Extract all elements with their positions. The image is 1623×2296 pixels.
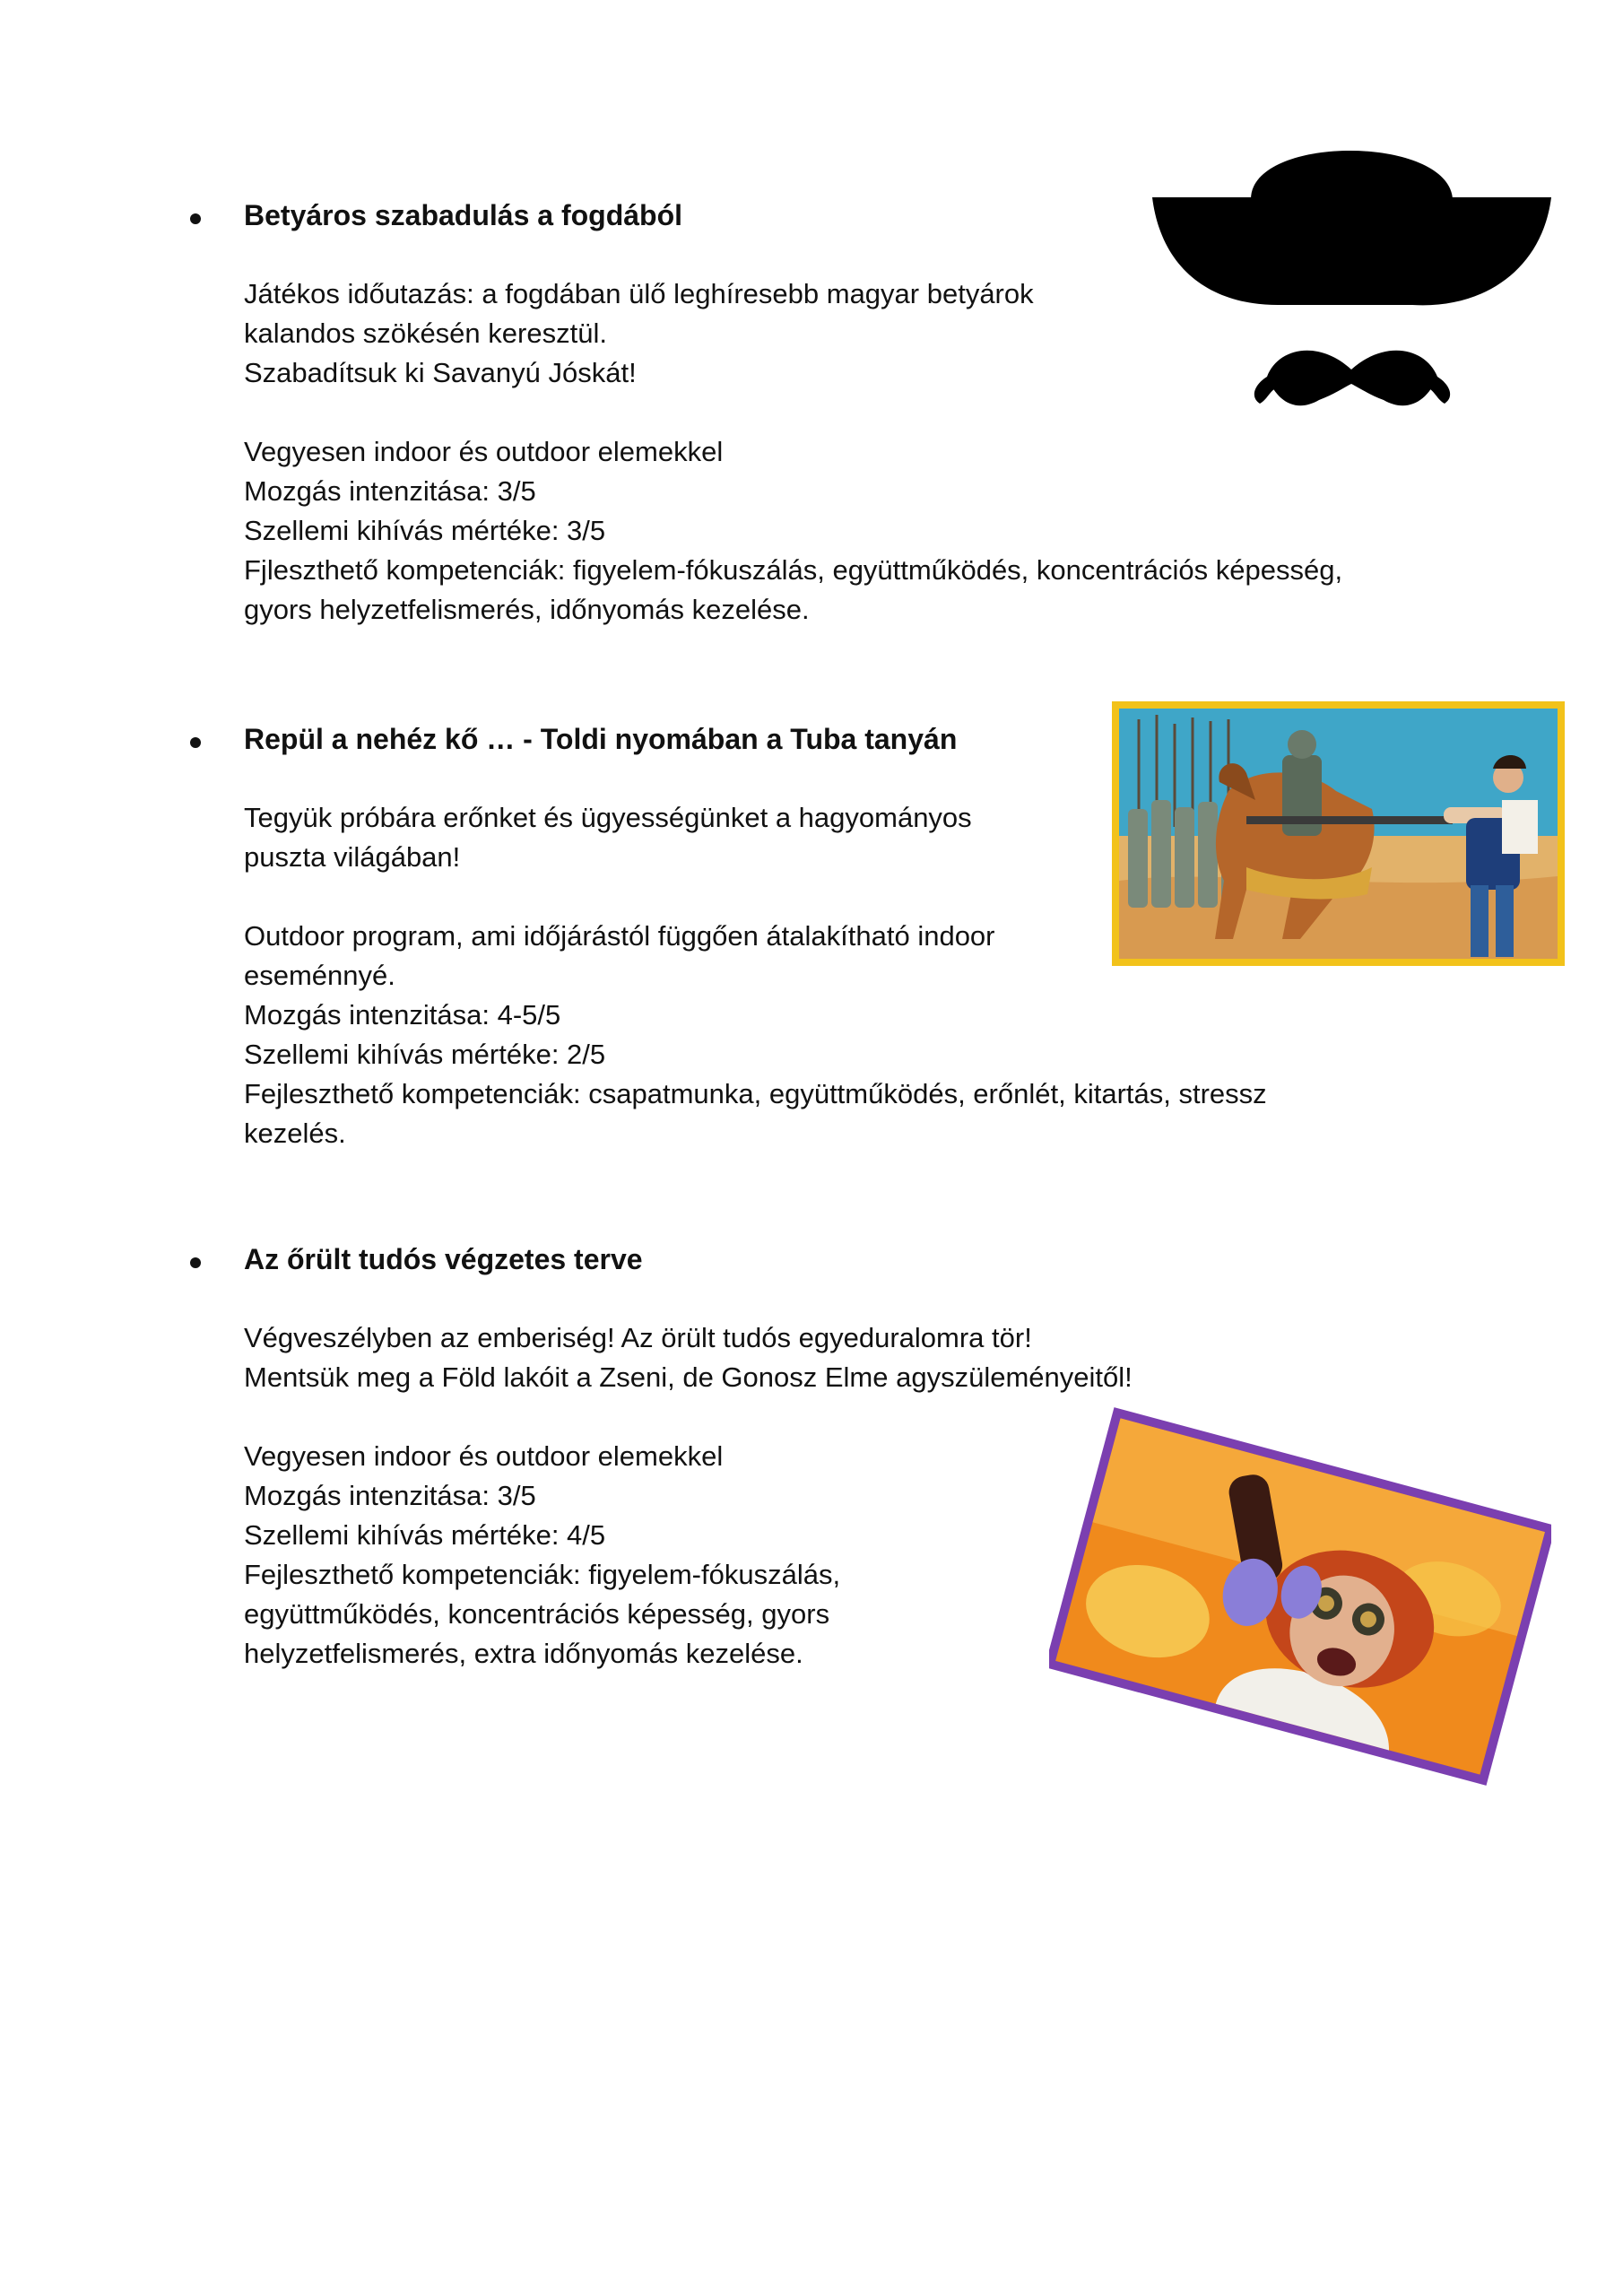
format-line: Vegyesen indoor és outdoor elemekkel <box>244 1440 724 1472</box>
challenge-line: Szellemi kihívás mértéke: 3/5 <box>244 515 606 546</box>
format-line: eseménnyé. <box>244 960 395 991</box>
challenge-line: Szellemi kihívás mértéke: 2/5 <box>244 1039 606 1070</box>
competencies-line: Fejleszthető kompetenciák: csapatmunka, együttműködés, erőnlét, kitartás, stressz <box>244 1078 1267 1109</box>
intensity-line: Mozgás intenzitása: 3/5 <box>244 475 536 507</box>
section-title: Betyáros szabadulás a fogdából <box>244 199 683 231</box>
description-line: puszta világában! <box>244 841 461 873</box>
description-line: kalandos szökésén keresztül. <box>244 317 607 349</box>
bullet-icon <box>190 213 201 224</box>
competencies-line: együttműködés, koncentrációs képesség, gyors <box>244 1598 830 1630</box>
competencies-line: kezelés. <box>244 1118 346 1149</box>
toldi-illustration <box>1112 701 1565 966</box>
competencies-line: Fjleszthető kompetenciák: figyelem-fókuszálás, együttműködés, koncentrációs képesség, <box>244 554 1343 586</box>
description-line: Játékos időutazás: a fogdában ülő leghíresebb magyar betyárok <box>244 278 1034 309</box>
competencies-line: gyors helyzetfelismerés, időnyomás kezelése. <box>244 594 810 625</box>
format-line: Outdoor program, ami időjárástól függően átalakítható indoor <box>244 920 995 952</box>
section-title: Repül a nehéz kő … - Toldi nyomában a Tuba tanyán <box>244 723 958 755</box>
competencies-line: Fejleszthető kompetenciák: figyelem-fókuszálás, <box>244 1559 841 1590</box>
bullet-icon <box>190 1257 201 1268</box>
description-line: Tegyük próbára erőnket és ügyességünket a hagyományos <box>244 802 972 833</box>
bullet-icon <box>190 737 201 748</box>
betyar-hat-mustache-icon <box>1143 135 1565 448</box>
mad-scientist-photo <box>1049 1399 1551 1794</box>
description-line: Szabadítsuk ki Savanyú Jóskát! <box>244 357 637 388</box>
format-line: Vegyesen indoor és outdoor elemekkel <box>244 436 724 467</box>
competencies-line: helyzetfelismerés, extra időnyomás kezelése. <box>244 1638 803 1669</box>
intensity-line: Mozgás intenzitása: 4-5/5 <box>244 999 561 1031</box>
challenge-line: Szellemi kihívás mértéke: 4/5 <box>244 1519 606 1551</box>
description-line: Végveszélyben az emberiség! Az örült tudós egyeduralomra tör! <box>244 1322 1032 1353</box>
intensity-line: Mozgás intenzitása: 3/5 <box>244 1480 536 1511</box>
description-line: Mentsük meg a Föld lakóit a Zseni, de Gonosz Elme agyszüleményeitől! <box>244 1361 1133 1393</box>
section-title: Az őrült tudós végzetes terve <box>244 1243 643 1275</box>
